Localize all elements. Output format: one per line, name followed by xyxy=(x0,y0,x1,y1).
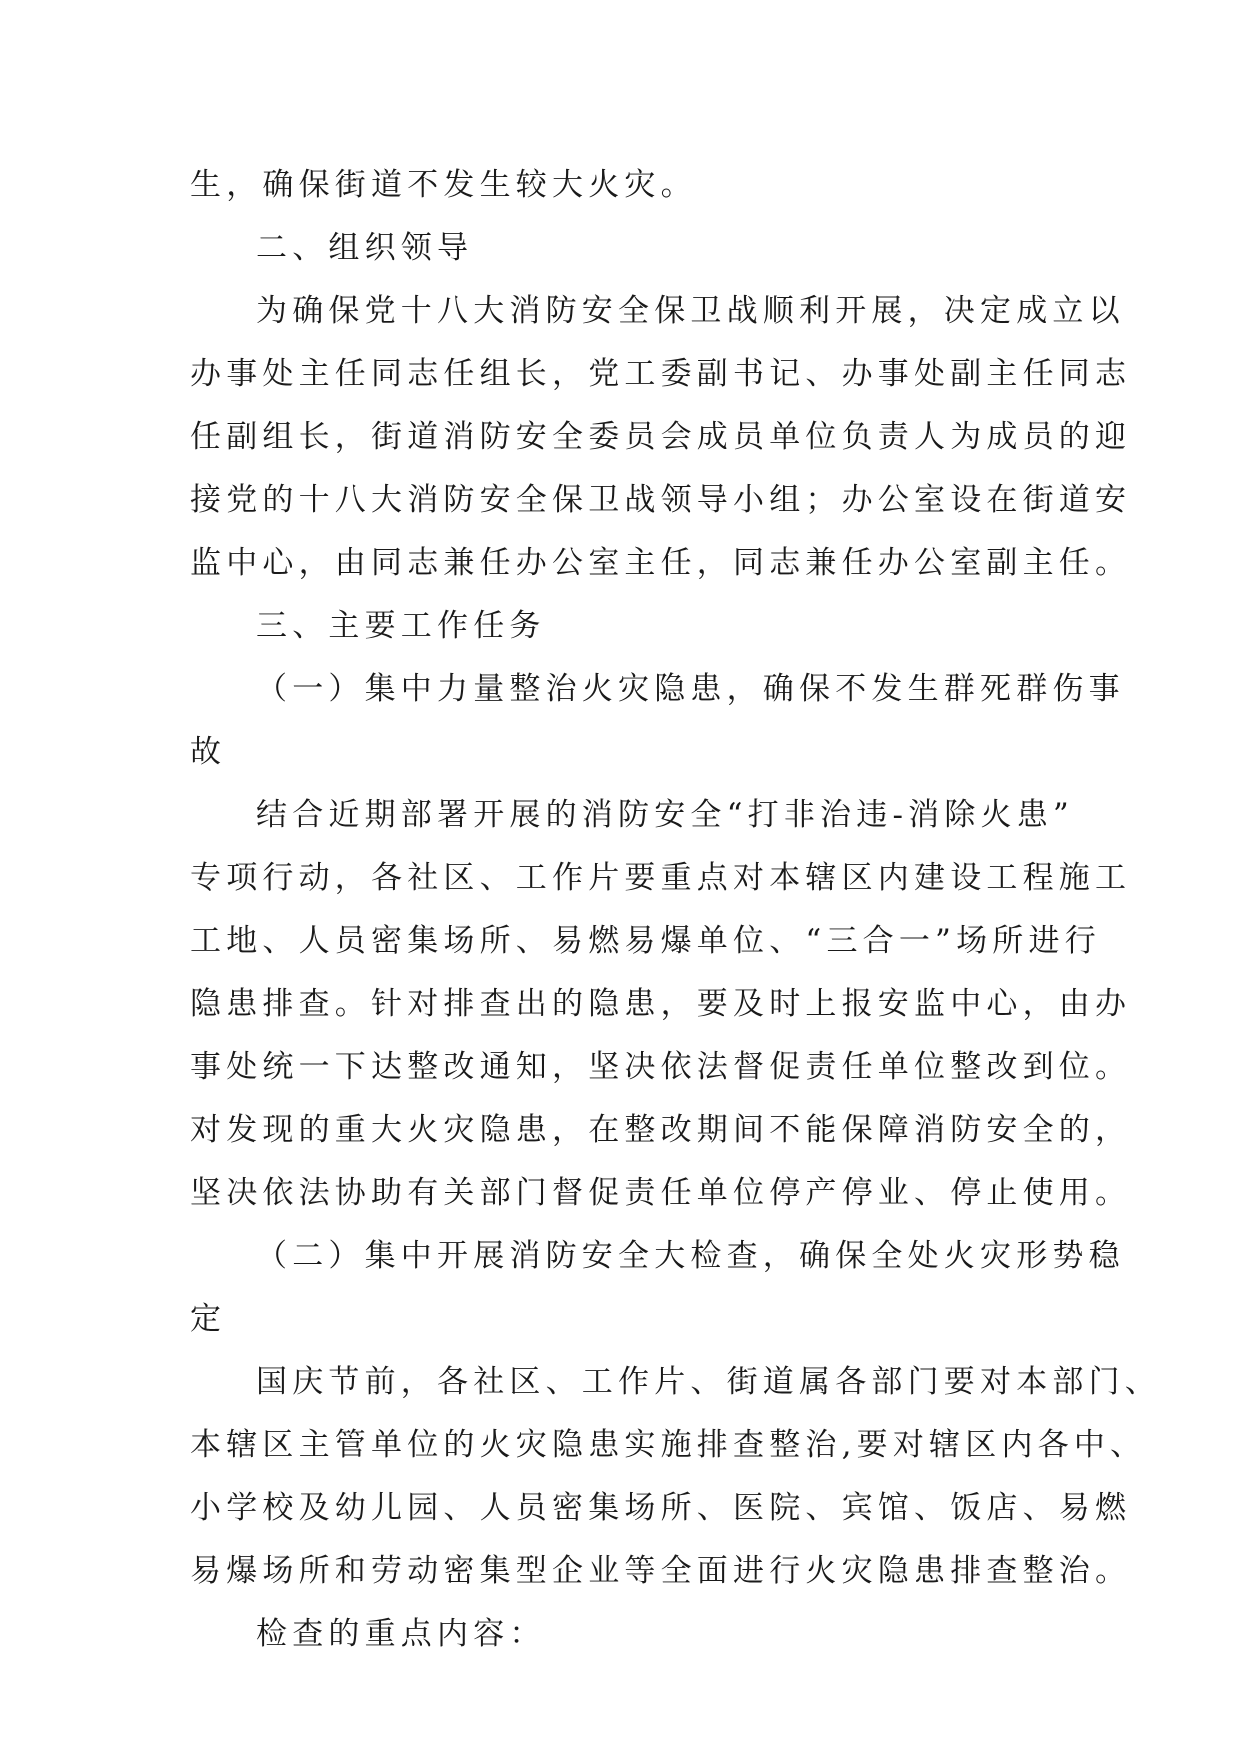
paragraph-inspection-focus xyxy=(190,1603,1070,1666)
text-line: 结合近期部署开展的消防安全“打非治违-消除火患” xyxy=(256,797,1074,833)
text-line: 故 xyxy=(190,734,227,770)
text-line: 任副组长，街道消防安全委员会成员单位负责人为成员的迎 xyxy=(190,419,1132,455)
text-line: 生，确保街道不发生较大火灾。 xyxy=(190,167,697,203)
text-line: 国庆节前，各社区、工作片、街道属各部门要对本部门、 xyxy=(256,1364,1161,1400)
text-line: 对发现的重大火灾隐患，在整改期间不能保障消防安全的， xyxy=(190,1112,1132,1148)
text-line: 监中心，由同志兼任办公室主任，同志兼任办公室副主任。 xyxy=(190,545,1132,581)
text-line: 专项行动，各社区、工作片要重点对本辖区内建设工程施工 xyxy=(190,860,1132,896)
subsection-heading-2 xyxy=(190,1225,1125,1351)
text-line: 检查的重点内容： xyxy=(256,1616,546,1652)
text-line: 坚决依法协助有关部门督促责任单位停产停业、停止使用。 xyxy=(190,1175,1132,1211)
text-line: 三、主要工作任务 xyxy=(256,608,546,644)
text-line: （二）集中开展消防安全大检查，确保全处火灾形势稳 xyxy=(256,1238,1125,1274)
paragraph-hazard-rectification xyxy=(190,784,1132,1225)
text-line: 隐患排查。针对排查出的隐患，要及时上报安监中心，由办 xyxy=(190,986,1132,1022)
paragraph-continuation xyxy=(190,154,1070,217)
text-line: 办事处主任同志任组长，党工委副书记、办事处副主任同志 xyxy=(190,356,1132,392)
text-line: 为确保党十八大消防安全保卫战顺利开展，决定成立以 xyxy=(256,293,1125,329)
text-line: 工地、人员密集场所、易燃易爆单位、“三合一”场所进行 xyxy=(190,923,1101,959)
paragraph-organization xyxy=(190,280,1132,595)
text-line: （一）集中力量整治火灾隐患，确保不发生群死群伤事 xyxy=(256,671,1125,707)
paragraph-inspection xyxy=(190,1351,1161,1603)
section-heading-main-tasks xyxy=(190,595,1070,658)
text-line: 二、组织领导 xyxy=(256,230,474,266)
text-line: 小学校及幼儿园、人员密集场所、医院、宾馆、饭店、易燃 xyxy=(190,1490,1132,1526)
text-line: 定 xyxy=(190,1301,227,1337)
text-line: 本辖区主管单位的火灾隐患实施排查整治,要对辖区内各中、 xyxy=(190,1427,1147,1463)
text-line: 事处统一下达整改通知，坚决依法督促责任单位整改到位。 xyxy=(190,1049,1132,1085)
document-body xyxy=(190,154,1161,1666)
subsection-heading-1 xyxy=(190,658,1125,784)
text-line: 易爆场所和劳动密集型企业等全面进行火灾隐患排查整治。 xyxy=(190,1553,1132,1589)
text-line: 接党的十八大消防安全保卫战领导小组；办公室设在街道安 xyxy=(190,482,1132,518)
section-heading-organization xyxy=(190,217,1070,280)
